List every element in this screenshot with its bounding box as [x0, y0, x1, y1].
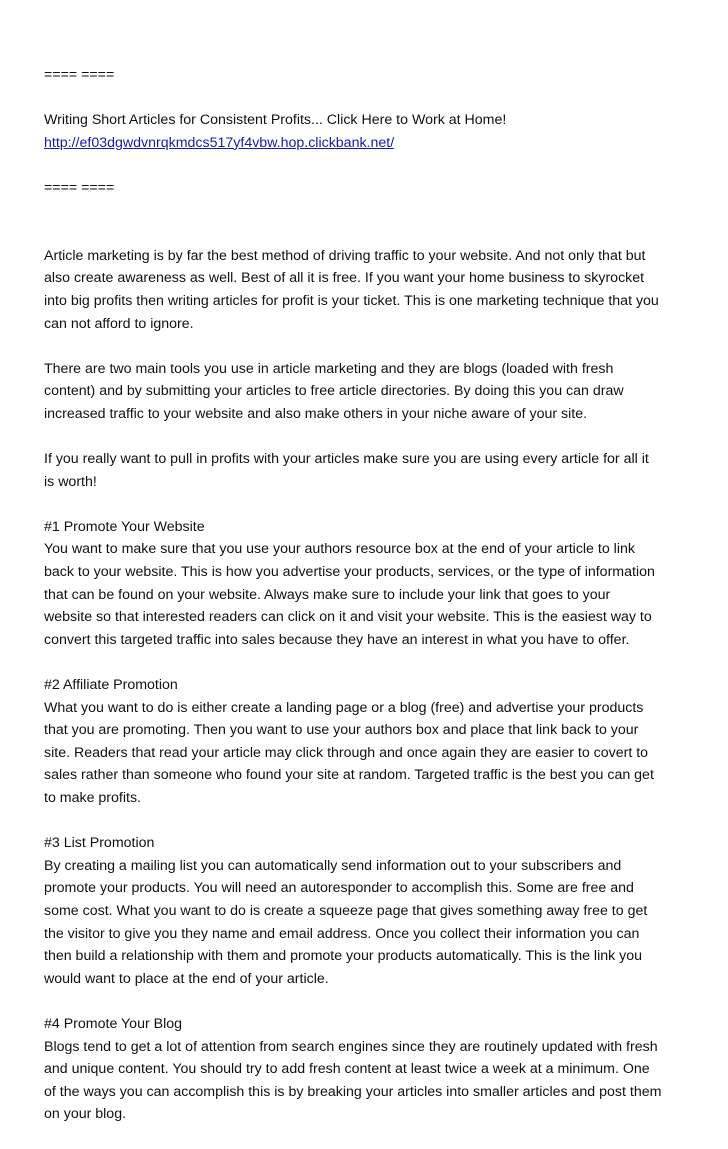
- profits-paragraph: [44, 448, 694, 493]
- paragraph-line: content) and by submitting your articles to free article directories. By doing this you can draw: [44, 383, 624, 400]
- paragraph-line: By creating a mailing list you can automatically send information out to your subscribers and: [44, 857, 622, 874]
- section-promote-blog: [44, 1013, 694, 1126]
- paragraph-line: There are two main tools you use in article marketing and they are blogs (loaded with fresh: [44, 360, 614, 377]
- paragraph-line: then build a relationship with them and promote your products automatically. This is the link you: [44, 948, 643, 965]
- paragraph-line: promote your products. You will need an autoresponder to accomplish this. Some are free and: [44, 880, 634, 897]
- paragraph-line: would want to place at the end of your article.: [44, 970, 329, 987]
- paragraph-line: some cost. What you want to do is create a squeeze page that gives something away free to get: [44, 902, 648, 919]
- promo-text: Writing Short Articles for Consistent Profits... Click Here to Work at Home!: [44, 112, 507, 129]
- section-promote-website: [44, 516, 694, 652]
- paragraph-line: If you really want to pull in profits with your articles make sure you are using every article for all it: [44, 451, 649, 468]
- spacer: [44, 200, 694, 245]
- paragraph-line: and unique content. You should try to add fresh content at least twice a week at a minimum. One: [44, 1061, 650, 1078]
- paragraph-line: back to your website. This is how you advertise your products, services, or the type of information: [44, 564, 655, 581]
- paragraph-line: What you want to do is either create a landing page or a blog (free) and advertise your products: [44, 699, 644, 716]
- paragraph-line: on your blog.: [44, 1106, 127, 1123]
- section-list-promotion: [44, 832, 694, 990]
- section-heading: #2 Affiliate Promotion: [44, 677, 178, 694]
- section-heading: #1 Promote Your Website: [44, 518, 205, 535]
- paragraph-line: that can be found on your website. Always make sure to include your link that goes to your: [44, 586, 611, 603]
- paragraph-line: the visitor to give you they name and email address. Once you collect their information you can: [44, 925, 640, 942]
- paragraph-line: convert this targeted traffic into sales because they have an interest in what you have to offer.: [44, 631, 630, 648]
- tools-paragraph: [44, 358, 694, 426]
- section-heading: #4 Promote Your Blog: [44, 1015, 183, 1032]
- paragraph-line: Blogs tend to get a lot of attention from search engines since they are routinely updated with fresh: [44, 1038, 658, 1055]
- paragraph-line: into big profits then writing articles for profit is your ticket. This is one marketing technique that you: [44, 292, 659, 309]
- paragraph-line: Article marketing is by far the best method of driving traffic to your website. And not only that but: [44, 247, 646, 264]
- section-heading: #3 List Promotion: [44, 835, 155, 852]
- document-page: [44, 64, 694, 1149]
- spacer: [44, 87, 694, 110]
- paragraph-line: to make profits.: [44, 790, 141, 806]
- separator-top: ==== ====: [44, 67, 115, 83]
- paragraph-line: also create awareness as well. Best of all it is free. If you want your home business to skyrocket: [44, 270, 645, 287]
- paragraph-line: You want to make sure that you use your authors resource box at the end of your article to link: [44, 541, 635, 558]
- section-affiliate-promotion: [44, 674, 694, 810]
- intro-paragraph: [44, 245, 694, 335]
- paragraph-line: of the ways you can accomplish this is by breaking your articles into smaller articles and post them: [44, 1083, 662, 1100]
- paragraph-line: website so that interested readers can click on it and visit your website. This is the easiest way to: [44, 609, 652, 626]
- paragraph-line: is worth!: [44, 473, 97, 490]
- separator-bottom: ==== ====: [44, 179, 115, 196]
- paragraph-line: sales rather than someone who found your site at random. Targeted traffic is the best you can get: [44, 767, 654, 784]
- paragraph-line: site. Readers that read your article may click through and once again they are easier to covert to: [44, 744, 649, 761]
- spacer: [44, 154, 694, 177]
- paragraph-line: can not afford to ignore.: [44, 315, 194, 332]
- paragraph-line: increased traffic to your website and also make others in your niche aware of your site.: [44, 405, 588, 422]
- paragraph-line: that you are promoting. Then you want to use your authors box and place that link back to your: [44, 722, 639, 739]
- promo-link[interactable]: http://ef03dgwdvnrqkmdcs517yf4vbw.hop.clickbank.net/: [44, 134, 395, 151]
